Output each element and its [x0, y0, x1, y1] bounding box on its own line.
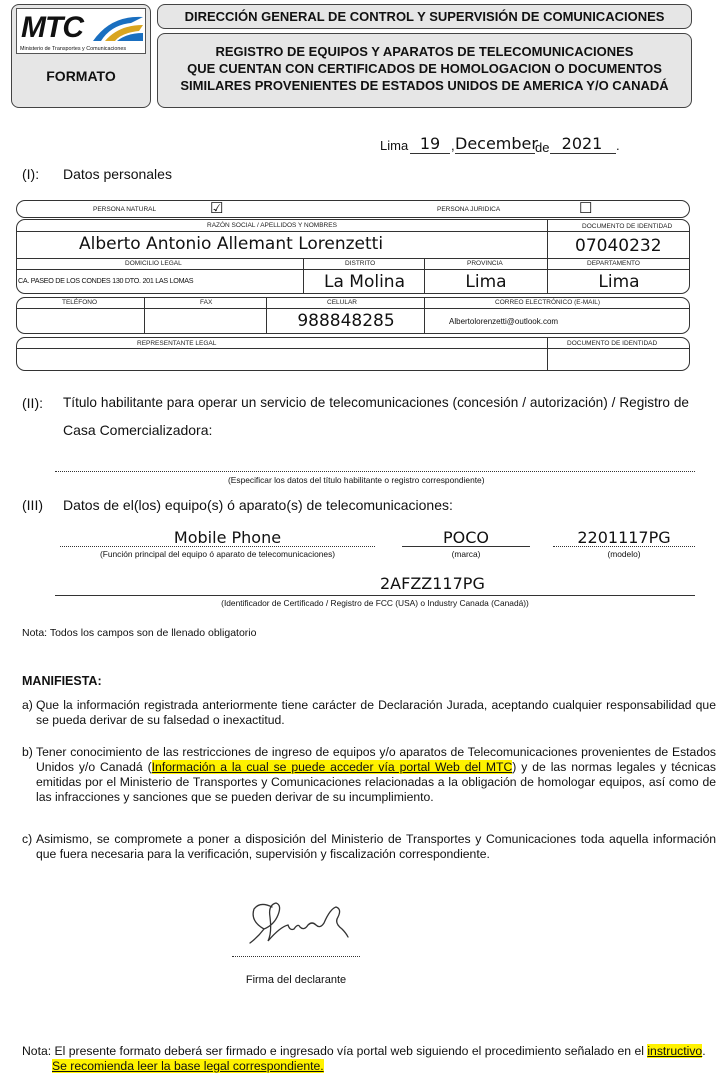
item-a-text: Que la información registrada anteriormente tiene carácter de Declaración Jurada, aceptando cualquier responsabilidad que se pueda derivar de su falsedad o inexactitud.	[36, 698, 716, 727]
item-b-text-part2: ) y de las normas legales y técnicas emitidas por el Ministerio de Transportes y Comunicaciones relacionadas a la obligación de homologar equipos, así como de las infracciones y sanciones que se pueden derivar de su incumplimiento.	[36, 760, 716, 804]
registro-line-1: REGISTRO DE EQUIPOS Y APARATOS DE TELECOMUNICACIONES	[215, 44, 634, 59]
funcion-caption: (Función principal del equipo ó aparato de telecomunicaciones)	[99, 549, 336, 559]
signature-line	[232, 956, 360, 957]
rep-doc-label: DOCUMENTO DE IDENTIDAD	[567, 340, 658, 347]
section2-number: (II):	[22, 395, 43, 411]
identificador-value[interactable]: 2AFZZ117PG	[380, 574, 485, 593]
direccion-title	[157, 4, 692, 29]
doc-identidad-value[interactable]: 07040232	[575, 236, 662, 256]
item-a-label: a)	[22, 698, 33, 712]
distrito-label: DISTRITO	[345, 260, 376, 267]
section1-number: (I):	[22, 166, 40, 182]
razon-social-value[interactable]: Alberto Antonio Allemant Lorenzetti	[79, 234, 384, 254]
section3-number: (III)	[22, 497, 43, 513]
funcion-line	[60, 546, 375, 547]
provincia-value[interactable]: Lima	[465, 272, 507, 292]
direccion-text: DIRECCIÓN GENERAL DE CONTROL Y SUPERVISIÓN DE COMUNICACIONES	[184, 9, 665, 24]
date-month-line	[455, 153, 535, 154]
persona-natural-label: PERSONA NATURAL	[93, 206, 157, 213]
section2-caption: (Especificar los datos del título habilitante o registro correspondiente)	[228, 475, 485, 485]
persona-row	[16, 200, 690, 218]
identity-block	[16, 219, 690, 294]
fax-label: FAX	[200, 299, 213, 306]
base-legal-link[interactable]: Se recomienda leer la base legal correspondiente.	[52, 1059, 324, 1073]
section1-title: Datos personales	[63, 166, 172, 182]
logo-text: MTC	[21, 11, 83, 44]
marca-line	[402, 546, 530, 547]
departamento-value[interactable]: Lima	[598, 272, 640, 292]
identificador-line	[55, 595, 695, 596]
date-de-label: de	[535, 140, 550, 155]
item-c-text: Asimismo, se compromete a poner a disposición del Ministerio de Transportes y Comunicaciones toda aquella información que fuera necesaria para la verificación, supervisión y fiscalización correspondiente.	[36, 832, 716, 861]
representante-label: REPRESENTANTE LEGAL	[137, 340, 217, 347]
date-year[interactable]: 2021	[561, 134, 603, 153]
logo-swoosh-icon	[91, 13, 145, 45]
distrito-value[interactable]: La Molina	[324, 272, 405, 292]
item-b-text-part1: Tener conocimiento de las restricciones de ingreso de equipos y/o aparatos de Telecomunicaciones provenientes de Estados Unidos y/o Canadá (	[36, 745, 716, 774]
date-end: .	[616, 138, 620, 153]
date-city-label: Lima	[380, 138, 409, 153]
domicilio-label: DOMICILIO LEGAL	[125, 260, 182, 267]
persona-natural-checkbox[interactable]: ☑	[210, 200, 224, 217]
funcion-value[interactable]: Mobile Phone	[173, 528, 282, 547]
representante-block	[16, 337, 690, 371]
date-day[interactable]: 19	[419, 134, 441, 153]
departamento-label: DEPARTAMENTO	[587, 260, 640, 267]
logo-panel	[11, 4, 151, 108]
persona-juridica-checkbox[interactable]: ☐	[579, 200, 593, 217]
nota-final	[22, 1044, 712, 1074]
contact-block	[16, 297, 690, 334]
marca-caption: (marca)	[451, 549, 481, 559]
item-b-text	[36, 745, 716, 805]
mtc-portal-link[interactable]: Información a la cual se puede acceder vía portal Web del MTC	[151, 760, 513, 774]
mtc-logo	[16, 8, 146, 54]
modelo-line	[553, 546, 695, 547]
nota-final-text: Nota: El presente formato deberá ser firmado e ingresado vía portal web siguiendo el procedimiento señalado en el	[22, 1044, 648, 1058]
nota-obligatorio: Nota: Todos los campos son de llenado obligatorio	[22, 627, 257, 639]
marca-value[interactable]: POCO	[442, 528, 489, 547]
item-b-label: b)	[22, 745, 33, 759]
item-c-label: c)	[22, 832, 33, 846]
signature-image	[238, 895, 354, 953]
registro-line-2: QUE CUENTAN CON CERTIFICADOS DE HOMOLOGACION O DOCUMENTOS	[187, 61, 662, 76]
date-year-line	[550, 153, 616, 154]
domicilio-value[interactable]: CA. PASEO DE LOS CONDES 130 DTO. 201 LAS LOMAS	[18, 276, 194, 285]
correo-value[interactable]: Albertolorenzetti@outlook.com	[449, 317, 559, 326]
celular-value[interactable]: 988848285	[297, 311, 395, 331]
celular-label: CELULAR	[327, 299, 357, 306]
manifiesta-title: MANIFIESTA:	[22, 674, 102, 688]
nota-final-end: .	[702, 1044, 706, 1058]
doc-identidad-label: DOCUMENTO DE IDENTIDAD	[582, 223, 673, 230]
logo-subtitle: Ministerio de Transportes y Comunicaciones	[20, 46, 127, 52]
section2-line2: Casa Comercializadora:	[63, 422, 213, 438]
formato-label: FORMATO	[46, 68, 116, 84]
registro-line-3: SIMILARES PROVENIENTES DE ESTADOS UNIDOS DE AMERICA Y/O CANADÁ	[180, 78, 669, 93]
correo-label: CORREO ELECTRÓNICO (E-MAIL)	[495, 299, 601, 306]
date-month[interactable]: December	[455, 134, 538, 153]
modelo-caption: (modelo)	[607, 549, 641, 559]
section2-field-line[interactable]	[55, 471, 695, 472]
registro-title	[157, 33, 692, 108]
provincia-label: PROVINCIA	[467, 260, 503, 267]
instructivo-link[interactable]: instructivo	[647, 1044, 703, 1058]
firma-label: Firma del declarante	[245, 974, 347, 986]
section2-line1: Título habilitante para operar un servicio de telecomunicaciones (concesión / autorización) / Registro de	[63, 395, 689, 410]
razon-social-label: RAZÓN SOCIAL / APELLIDOS Y NOMBRES	[207, 222, 337, 229]
telefono-label: TELÉFONO	[62, 299, 98, 306]
section3-title: Datos de el(los) equipo(s) ó aparato(s) de telecomunicaciones:	[63, 497, 453, 513]
modelo-value[interactable]: 2201117PG	[577, 528, 671, 547]
persona-juridica-label: PERSONA JURIDICA	[437, 206, 501, 213]
identificador-caption: (Identificador de Certificado / Registro de FCC (USA) o Industry Canada (Canadá))	[221, 598, 529, 608]
date-day-line	[410, 153, 450, 154]
